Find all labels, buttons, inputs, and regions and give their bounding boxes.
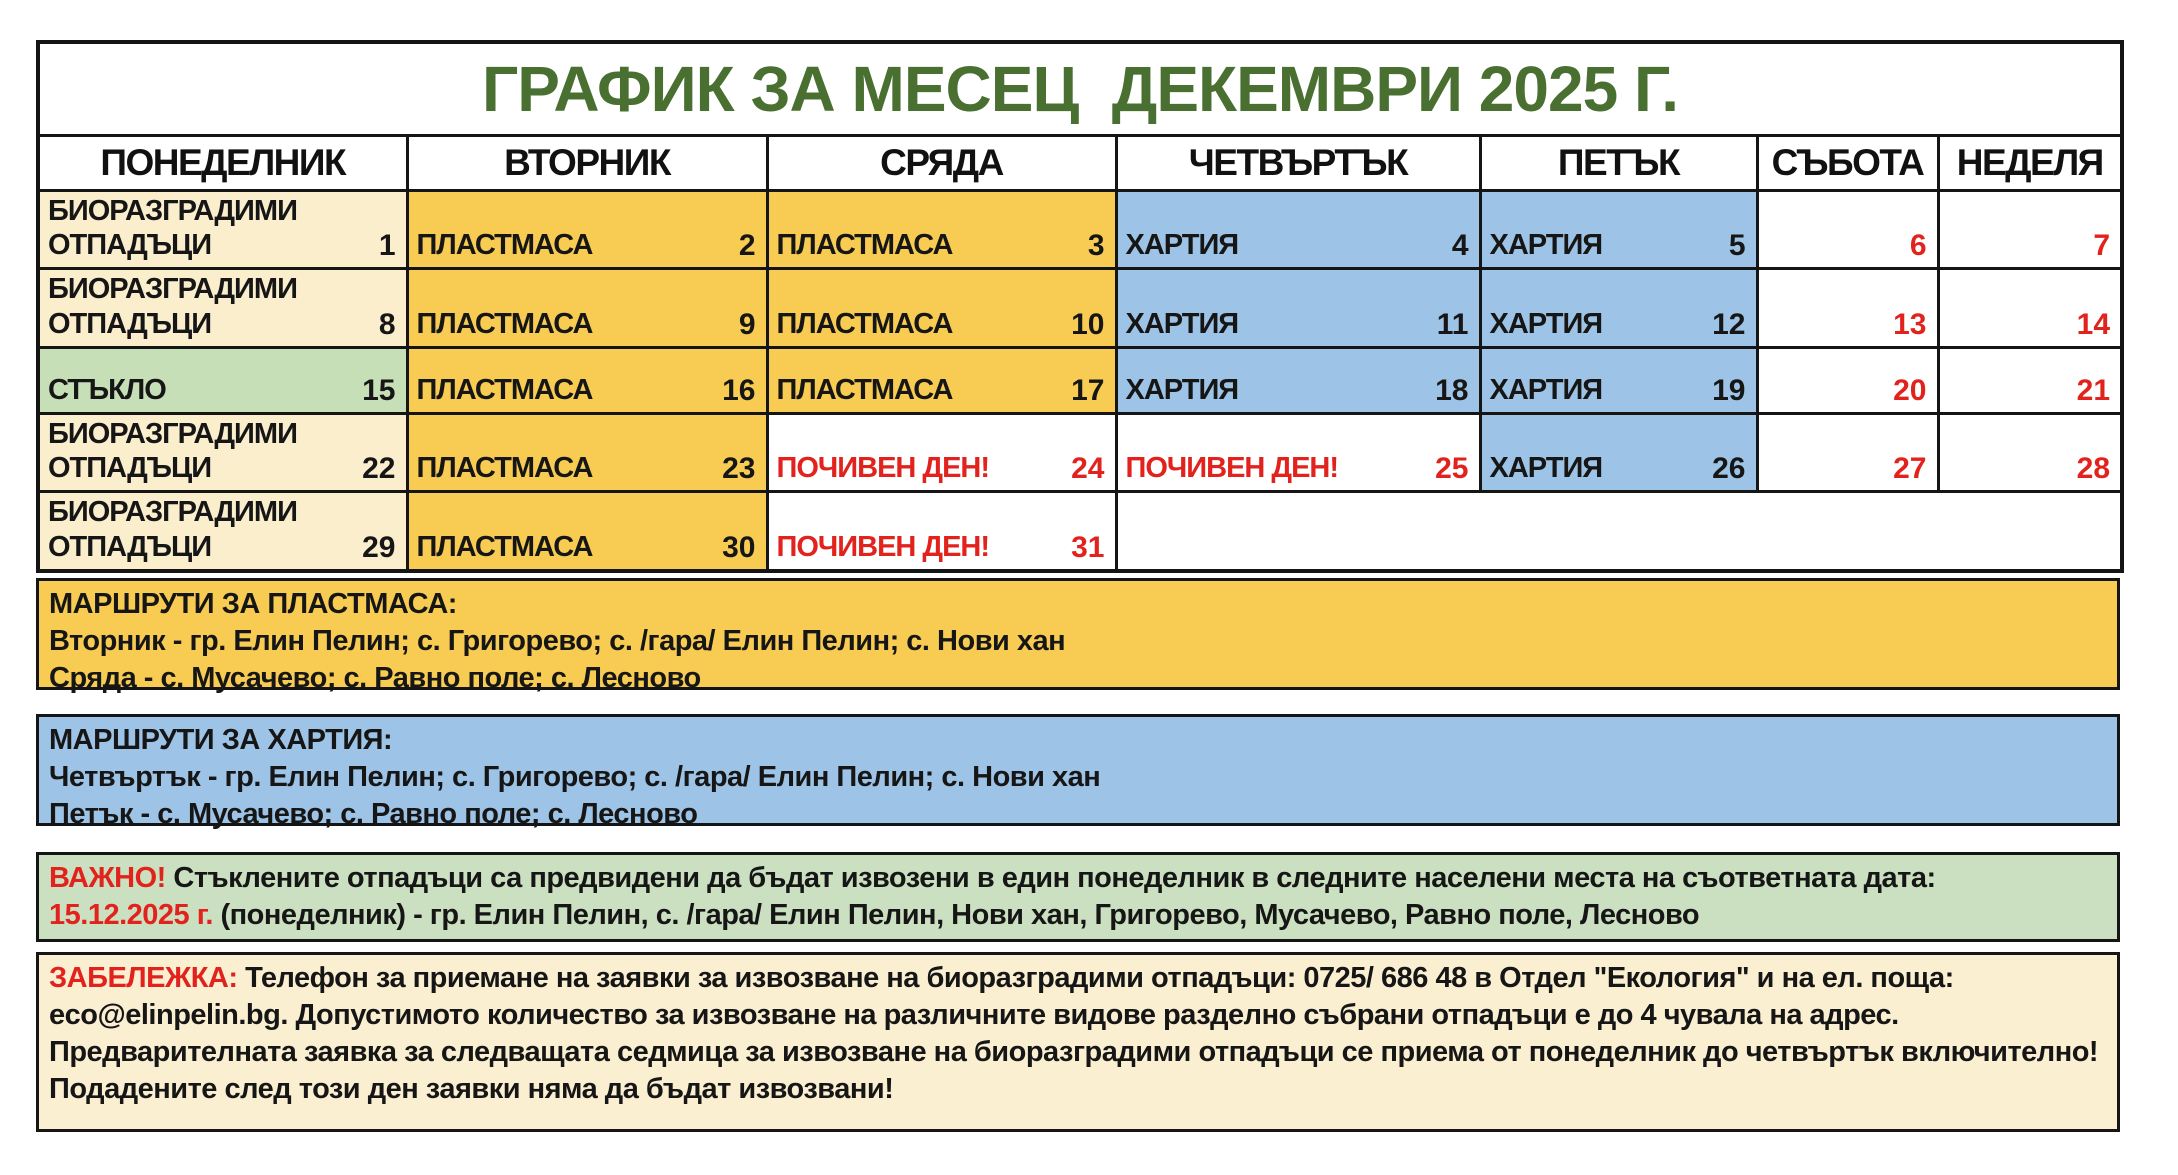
cell-label: ХАРТИЯ [1125,307,1239,340]
paper-routes-line: Четвъртък - гр. Елин Пелин; с. Григорево; с. /гара/ Елин Пелин; с. Нови хан [49,761,1101,793]
cell-label: ПЛАСТМАСА [416,307,593,340]
cell-label: ХАРТИЯ [1489,307,1603,340]
cell-label: ПЛАСТМАСА [776,373,953,406]
important-date: 15.12.2025 г. [49,899,213,931]
calendar-cell-day-25 [1116,413,1480,491]
calendar-cell-day-12 [1480,269,1757,347]
cell-day-number: 3 [1087,229,1105,263]
cell-day-number: 15 [362,373,396,407]
day-header: ЧЕТВЪРТЪК [1116,136,1480,191]
cell-day-number: 8 [378,307,396,341]
calendar-cell-day-26 [1480,413,1757,491]
calendar-cell-day-3 [767,191,1116,269]
cell-day-number: 26 [1712,452,1746,486]
calendar-cell-day-15 [38,347,407,413]
cell-day-number: 6 [1909,229,1927,263]
calendar-cell-day-11 [1116,269,1480,347]
calendar-week-row [38,492,2122,571]
cell-label: ПОЧИВЕН ДЕН! [1125,452,1339,485]
cell-day-number: 20 [1893,373,1927,407]
calendar-cell-day-24 [767,413,1116,491]
cell-day-number: 30 [722,530,756,564]
cell-day-number: 28 [2076,452,2111,486]
important-notice-box [36,852,2120,942]
important-line [49,860,2105,897]
calendar-cell-day-4 [1116,191,1480,269]
schedule-calendar-table [36,40,2124,573]
important-text: Стъклените отпадъци са предвидени да бъдат извозени в един понеделник в следните населени места на съответната дата: [173,862,1936,894]
day-header: ВТОРНИК [407,136,767,191]
cell-label: ПЛАСТМАСА [776,307,953,340]
calendar-cell-day-16 [407,347,767,413]
plastic-routes-line: Сряда - с. Мусачево; с. Равно поле; с. Лесново [49,662,701,694]
paper-routes-title: МАРШРУТИ ЗА ХАРТИЯ: [49,724,393,756]
calendar-cell-day-1 [38,191,407,269]
note-box [36,952,2120,1132]
cell-day-number: 10 [1071,307,1105,341]
calendar-cell-day-14 [1938,269,2122,347]
cell-day-number: 5 [1728,229,1746,263]
cell-day-number: 1 [378,229,396,263]
cell-day-number: 16 [722,373,756,407]
note-text: Телефон за приемане на заявки за извозване на биоразградими отпадъци: 0725/ 686 48 в Отдел "Екология" и на ел. поща: eco@elinpelin.bg. Допустимото количество за извозване на различните видове разделно събрани отпадъци е до 4 чувала на адрес. Предварителната заявка за следващата седмица за извозване на биоразградими отпадъци се приема от понеделник до четвъртък включително! Подадените след този ден заявки няма да бъдат извозвани! [49,962,2099,1105]
cell-label: ПЛАСТМАСА [416,373,593,406]
cell-day-number: 17 [1071,373,1105,407]
important-label: ВАЖНО! [49,862,166,894]
cell-label: ПЛАСТМАСА [416,452,593,485]
calendar-cell-empty [1116,492,2122,571]
paper-routes-box [36,714,2120,830]
calendar-header-row [38,136,2122,191]
cell-label: ХАРТИЯ [1125,229,1239,262]
day-header: НЕДЕЛЯ [1938,136,2122,191]
calendar-cell-day-22 [38,413,407,491]
cell-day-number: 31 [1071,530,1105,564]
calendar-body [38,191,2122,571]
important-line [49,897,2105,934]
calendar-cell-day-30 [407,492,767,571]
calendar-cell-day-17 [767,347,1116,413]
cell-day-number: 7 [2093,229,2111,263]
plastic-routes-box [36,578,2120,694]
calendar-cell-day-8 [38,269,407,347]
calendar-cell-day-13 [1757,269,1938,347]
cell-day-number: 14 [2076,307,2111,341]
cell-day-number: 21 [2076,373,2111,407]
cell-label: ХАРТИЯ [1125,373,1239,406]
calendar-cell-day-20 [1757,347,1938,413]
cell-label: БИОРАЗГРАДИМИ ОТПАДЪЦИ [48,417,297,485]
day-header: ПЕТЪК [1480,136,1757,191]
cell-label: БИОРАЗГРАДИМИ ОТПАДЪЦИ [48,195,297,262]
day-header: СРЯДА [767,136,1116,191]
cell-day-number: 18 [1435,373,1469,407]
cell-day-number: 4 [1451,229,1469,263]
cell-day-number: 11 [1436,307,1469,341]
cell-label: СТЪКЛО [48,373,166,406]
cell-label: БИОРАЗГРАДИМИ ОТПАДЪЦИ [48,496,297,563]
cell-day-number: 19 [1712,373,1746,407]
cell-day-number: 27 [1893,452,1927,486]
cell-day-number: 29 [362,530,396,564]
cell-label: ПЛАСТМАСА [416,229,593,262]
cell-label: БИОРАЗГРАДИМИ ОТПАДЪЦИ [48,273,297,340]
cell-day-number: 23 [722,452,756,486]
calendar-cell-day-29 [38,492,407,571]
note-label: ЗАБЕЛЕЖКА: [49,962,238,994]
calendar-cell-day-27 [1757,413,1938,491]
calendar-cell-day-5 [1480,191,1757,269]
calendar-cell-day-31 [767,492,1116,571]
calendar-week-row [38,191,2122,269]
cell-label: ПЛАСТМАСА [776,229,953,262]
day-header: СЪБОТА [1757,136,1938,191]
day-header: ПОНЕДЕЛНИК [38,136,407,191]
cell-day-number: 22 [362,452,396,486]
calendar-cell-day-2 [407,191,767,269]
page-title: ГРАФИК ЗА МЕСЕЦ ДЕКЕМВРИ 2025 Г. [38,42,2122,136]
calendar-cell-day-9 [407,269,767,347]
calendar-week-row [38,347,2122,413]
calendar-cell-day-19 [1480,347,1757,413]
paper-routes-line: Петък - с. Мусачево; с. Равно поле; с. Лесново [49,798,698,830]
cell-day-number: 9 [738,307,756,341]
cell-label: ПОЧИВЕН ДЕН! [776,452,990,485]
calendar-cell-day-21 [1938,347,2122,413]
cell-day-number: 2 [738,229,756,263]
cell-day-number: 25 [1435,452,1469,486]
cell-label: ПОЧИВЕН ДЕН! [776,530,990,563]
cell-label: ХАРТИЯ [1489,229,1603,262]
calendar-cell-day-7 [1938,191,2122,269]
calendar-cell-day-18 [1116,347,1480,413]
calendar-week-row [38,413,2122,491]
cell-day-number: 13 [1893,307,1927,341]
important-text: (понеделник) - гр. Елин Пелин, с. /гара/ Елин Пелин, Нови хан, Григорево, Мусачево, Равно поле, Лесново [220,899,1700,931]
calendar-week-row [38,269,2122,347]
calendar-cell-day-6 [1757,191,1938,269]
calendar-cell-day-28 [1938,413,2122,491]
plastic-routes-title: МАРШРУТИ ЗА ПЛАСТМАСА: [49,588,457,620]
cell-label: ХАРТИЯ [1489,373,1603,406]
cell-day-number: 24 [1071,452,1105,486]
plastic-routes-line: Вторник - гр. Елин Пелин; с. Григорево; с. /гара/ Елин Пелин; с. Нови хан [49,625,1066,657]
cell-label: ХАРТИЯ [1489,452,1603,485]
cell-label: ПЛАСТМАСА [416,530,593,563]
calendar-cell-day-23 [407,413,767,491]
calendar-cell-day-10 [767,269,1116,347]
cell-day-number: 12 [1712,307,1746,341]
